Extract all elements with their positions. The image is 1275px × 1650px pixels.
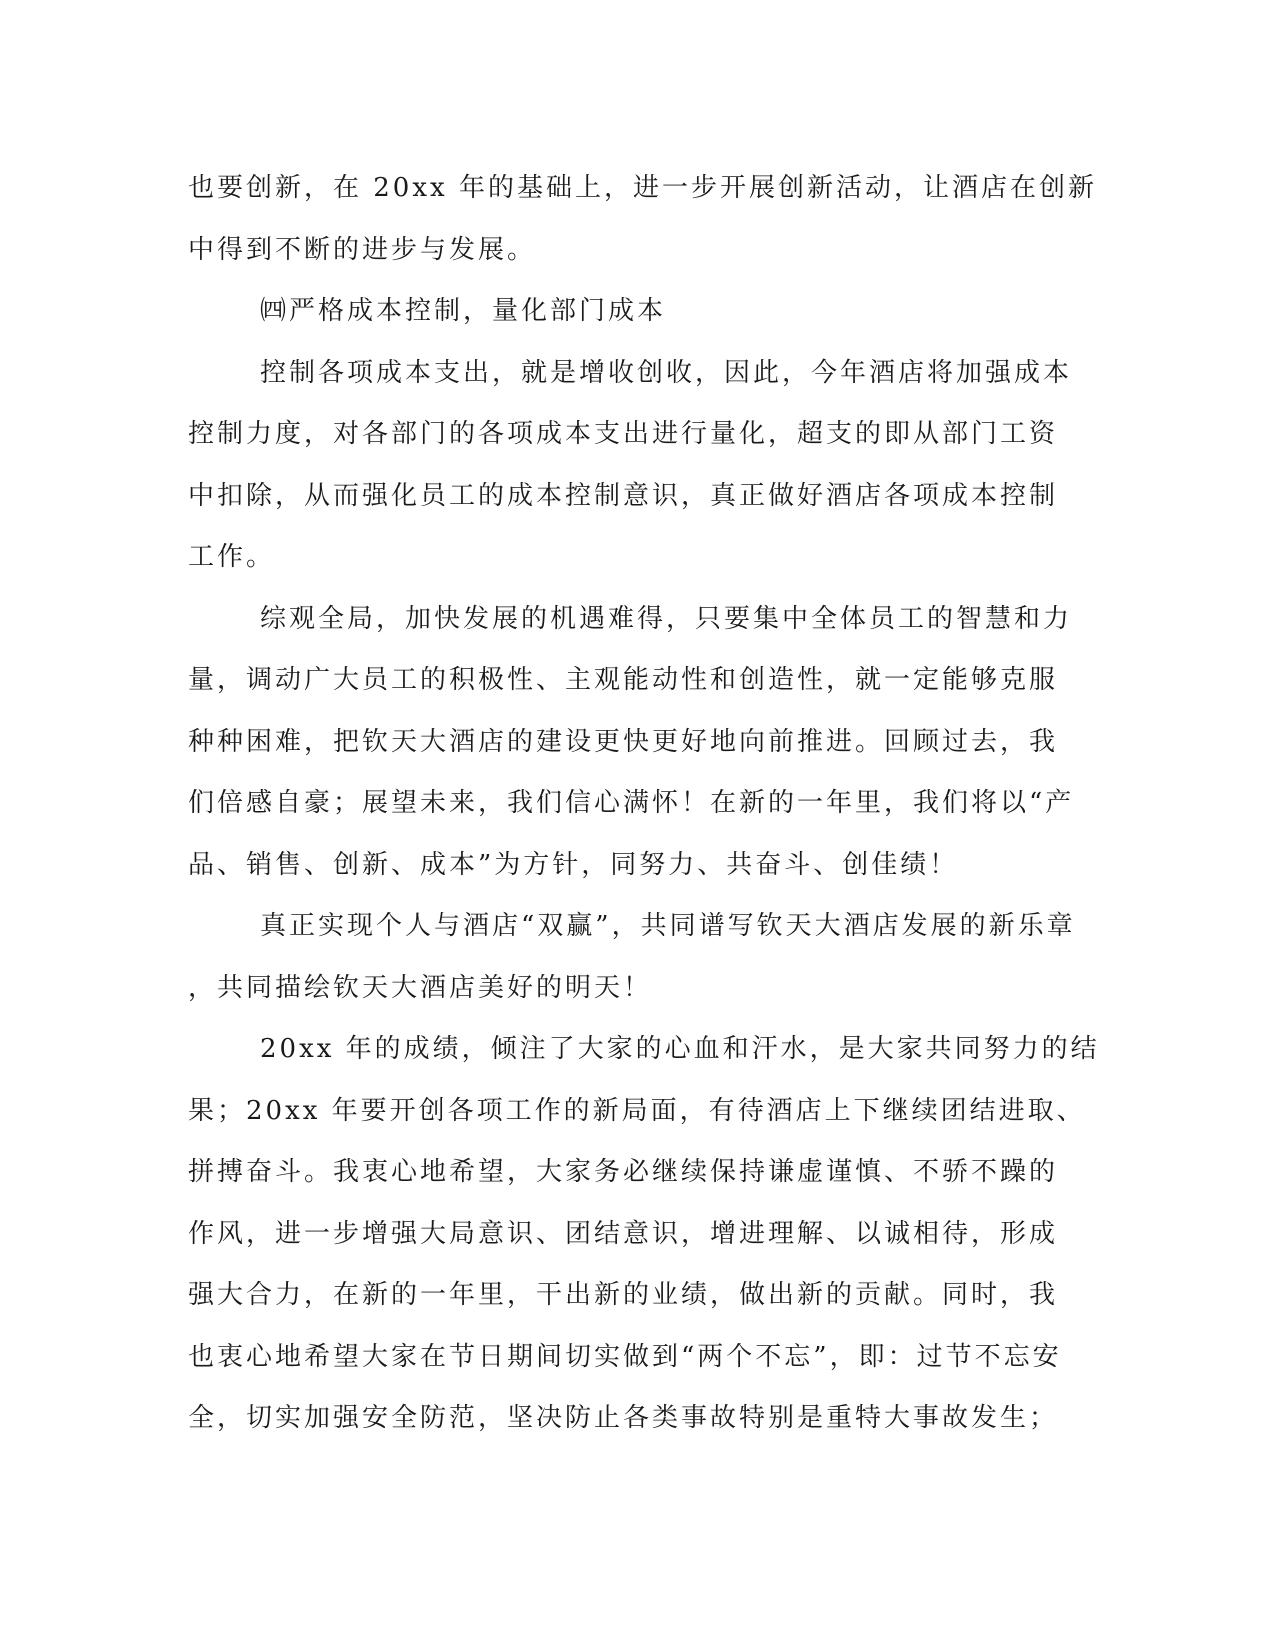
text-line: 种种困难，把钦天大酒店的建设更快更好地向前推进。回顾过去，我 (188, 726, 1059, 757)
section-heading: ㈣严格成本控制，量化部门成本 (260, 296, 667, 326)
text-line: 中得到不断的进步与发展。 (188, 234, 537, 265)
text-line: 果；20xx 年要开创各项工作的新局面，有待酒店上下继续团结进取、 (188, 1095, 1086, 1126)
text-line: 们倍感自豪；展望未来，我们信心满怀！在新的一年里，我们将以“产 (188, 788, 1075, 818)
text-line: 真正实现个人与酒店“双赢”，共同谱写钦天大酒店发展的新乐章 (260, 911, 1076, 941)
text-line: ，共同描绘钦天大酒店美好的明天！ (188, 972, 653, 1003)
text-line: 强大合力，在新的一年里，干出新的业绩，做出新的贡献。同时，我 (188, 1280, 1059, 1310)
text-line: 品、销售、创新、成本”为方针，同努力、共奋斗、创佳绩！ (188, 849, 959, 880)
text-line: 中扣除，从而强化员工的成本控制意识，真正做好酒店各项成本控制 (188, 480, 1059, 511)
text-line: 拼搏奋斗。我衷心地希望，大家务必继续保持谦虚谨慎、不骄不躁的 (188, 1157, 1059, 1187)
text-line: 量，调动广大员工的积极性、主观能动性和创造性，就一定能够克服 (188, 665, 1059, 695)
text-line: 全，切实加强安全防范，坚决防止各类事故特别是重特大事故发生； (188, 1403, 1059, 1433)
text-line: 也衷心地希望大家在节日期间切实做到“两个不忘”，即：过节不忘安 (188, 1341, 1062, 1372)
text-line: 作风，进一步增强大局意识、团结意识，增进理解、以诚相待，形成 (188, 1218, 1059, 1249)
text-line: 20xx 年的成绩，倾注了大家的心血和汗水，是大家共同努力的结 (260, 1034, 1100, 1064)
text-line: 工作。 (188, 542, 276, 572)
text-line: 综观全局，加快发展的机遇难得，只要集中全体员工的智慧和力 (260, 603, 1073, 634)
text-line: 控制力度，对各部门的各项成本支出进行量化，超支的即从部门工资 (188, 419, 1059, 449)
text-line: 控制各项成本支出，就是增收创收，因此，今年酒店将加强成本 (260, 357, 1073, 388)
text-line: 也要创新，在 20xx 年的基础上，进一步开展创新活动，让酒店在创新 (188, 173, 1097, 203)
document-body (188, 158, 1100, 1450)
